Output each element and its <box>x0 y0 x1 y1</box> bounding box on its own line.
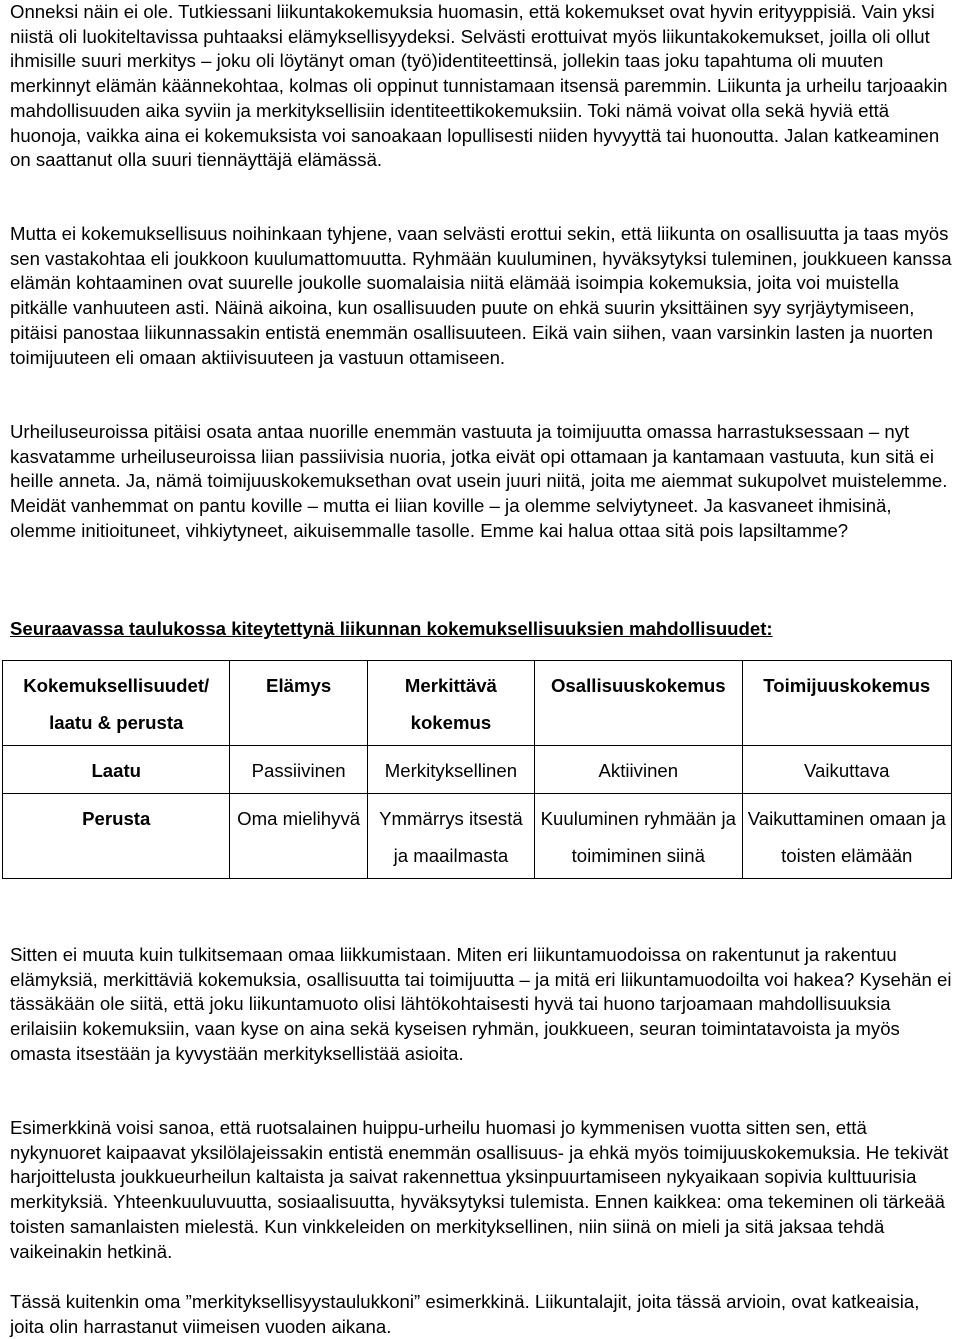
paragraph-5: Esimerkkinä voisi sanoa, että ruotsalainen huippu-urheilu huomasi jo kymmenisen vuotta sitten sen, että nykynuoret kaipaavat yksilölajeissakin entistä enemmän osallisuus- ja ehkä myös toimijuuskokemuksia. He tekivät harjoittelusta joukkueurheilun kaltaista ja saivat rakennettua yksinpuurtamiseen nykyaikaan sopivia kulttuurisia merkityksiä. Yhteenkuuluvuutta, sosiaalisuutta, hyväksytyksi tulemista. Ennen kaikkea: oma tekeminen oli tärkeää toisten samanlaisten mielestä. Kun vinkkeleiden on merkityksellinen, niin siinä on mieli ja sitä jaksaa tehdä vaikeinakin hetkinä. <box>10 1117 949 1262</box>
header-cell-category: Kokemuksellisuudet/ laatu & perusta <box>3 661 230 746</box>
row-label-perusta: Perusta <box>3 794 230 879</box>
experience-table <box>2 660 952 879</box>
header-cell-elamys: Elämys <box>230 661 367 746</box>
cell-laatu-merkittava: Merkityksellinen <box>367 746 534 794</box>
cell-perusta-elamys: Oma mielihyvä <box>230 794 367 879</box>
header-cell-osallisuus: Osallisuuskokemus <box>535 661 742 746</box>
row-label-laatu: Laatu <box>3 746 230 794</box>
cell-laatu-toimijuus: Vaikuttava <box>742 746 951 794</box>
paragraph-6: Tässä kuitenkin oma ”merkityksellisyystaulukkoni” esimerkkinä. Liikuntalajit, joita tässä arvioin, ovat katkeaisia, joita olin harrastanut viimeisen vuoden aikana. <box>10 1291 920 1337</box>
cell-perusta-osallisuus: Kuuluminen ryhmään ja toimiminen siinä <box>535 794 742 879</box>
table-header-row <box>3 661 952 746</box>
table-row-perusta <box>3 794 952 879</box>
cell-perusta-toimijuus: Vaikuttaminen omaan ja toisten elämään <box>742 794 951 879</box>
table-heading: Seuraavassa taulukossa kiteytettynä liikunnan kokemuksellisuuksien mahdollisuudet: <box>10 618 773 639</box>
paragraph-4: Sitten ei muuta kuin tulkitsemaan omaa liikkumistaan. Miten eri liikuntamuodoissa on rakentunut ja rakentuu elämyksiä, merkittäviä kokemuksia, osallisuutta tai toimijuutta – ja mitä eri liikuntamuodoilta voi hakea? Kysehän ei tässäkään ole siitä, että joku liikuntamuoto olisi lähtökohtaisesti hyvä tai huono tarjoamaan mahdollisuuksia erilaisiin kokemuksiin, vaan kyse on aina sekä kyseisen ryhmän, joukkueen, seuran toimintatavoista ja myös omasta itsestään ja kyvystään merkityksellistää asioita. <box>10 944 952 1064</box>
cell-perusta-merkittava: Ymmärrys itsestä ja maailmasta <box>367 794 534 879</box>
cell-laatu-osallisuus: Aktiivinen <box>535 746 742 794</box>
paragraph-3: Urheiluseuroissa pitäisi osata antaa nuorille enemmän vastuuta ja toimijuutta omassa harrastuksessaan – nyt kasvatamme urheiluseuroissa liian passiivisia nuoria, jotka eivät opi ottamaan ja kantamaan vastuuta, kun sitä ei heille anneta. Ja, nämä toimijuuskokemuksethan ovat usein juuri niitä, joita me aiemmat sukupolvet muistelemme. Meidät vanhemmat on pantu koville – mutta ei liian koville – ja olemme selviytyneet. Ja kasvaneet ihmisinä, olemme initioituneet, vihkiytyneet, aikuisemmalle tasolle. Emme kai halua ottaa sitä pois lapsiltamme? <box>10 421 948 541</box>
header-cell-toimijuus: Toimijuuskokemus <box>742 661 951 746</box>
header-cell-merkittava: Merkittävä kokemus <box>367 661 534 746</box>
table-row-laatu <box>3 746 952 794</box>
cell-laatu-elamys: Passiivinen <box>230 746 367 794</box>
paragraph-1: Onneksi näin ei ole. Tutkiessani liikuntakokemuksia huomasin, että kokemukset ovat hyvin erityyppisiä. Vain yksi niistä oli luokiteltavissa puhtaaksi elämyksellisyydeksi. Selvästi erottuivat myös liikuntakokemukset, joilla oli ollut ihmisille suuri merkitys – joku oli löytänyt oman (työ)identiteettinsä, jollekin taas joku tapahtuma oli muuten merkinnyt elämän käännekohtaa, kolmas oli oppinut tunnistamaan itsensä paremmin. Liikunta ja urheilu tarjoaakin mahdollisuuden aika syviin ja merkityksellisiin identiteettikokemuksiin. Toki nämä voivat olla sekä hyviä että huonoja, vaikka aina ei kokemuksista voi sanoakaan lopullisesti niiden hyvyyttä tai huonoutta. Jalan katkeaminen on saattanut olla suuri tiennäyttäjä elämässä. <box>10 1 948 171</box>
paragraph-2: Mutta ei kokemuksellisuus noihinkaan tyhjene, vaan selvästi erottui sekin, että liikunta on osallisuutta ja taas myös sen vastakohtaa eli joukkoon kuulumattomuutta. Ryhmään kuuluminen, hyväksytyksi tuleminen, joukkueen kanssa elämän kohtaaminen ovat suurelle joukolle suomalaisia niitä elämää isoimpia kokemuksia, joita voi muistella pitkälle vanhuuteen asti. Näinä aikoina, kun osallisuuden puute on ehkä suurin yksittäinen syy syrjäytymiseen, pitäisi panostaa liikunnassakin entistä enemmän osallisuuteen. Eikä vain siihen, vaan varsinkin lasten ja nuorten toimijuuteen eli omaan aktiivisuuteen ja vastuun ottamiseen. <box>10 223 952 368</box>
